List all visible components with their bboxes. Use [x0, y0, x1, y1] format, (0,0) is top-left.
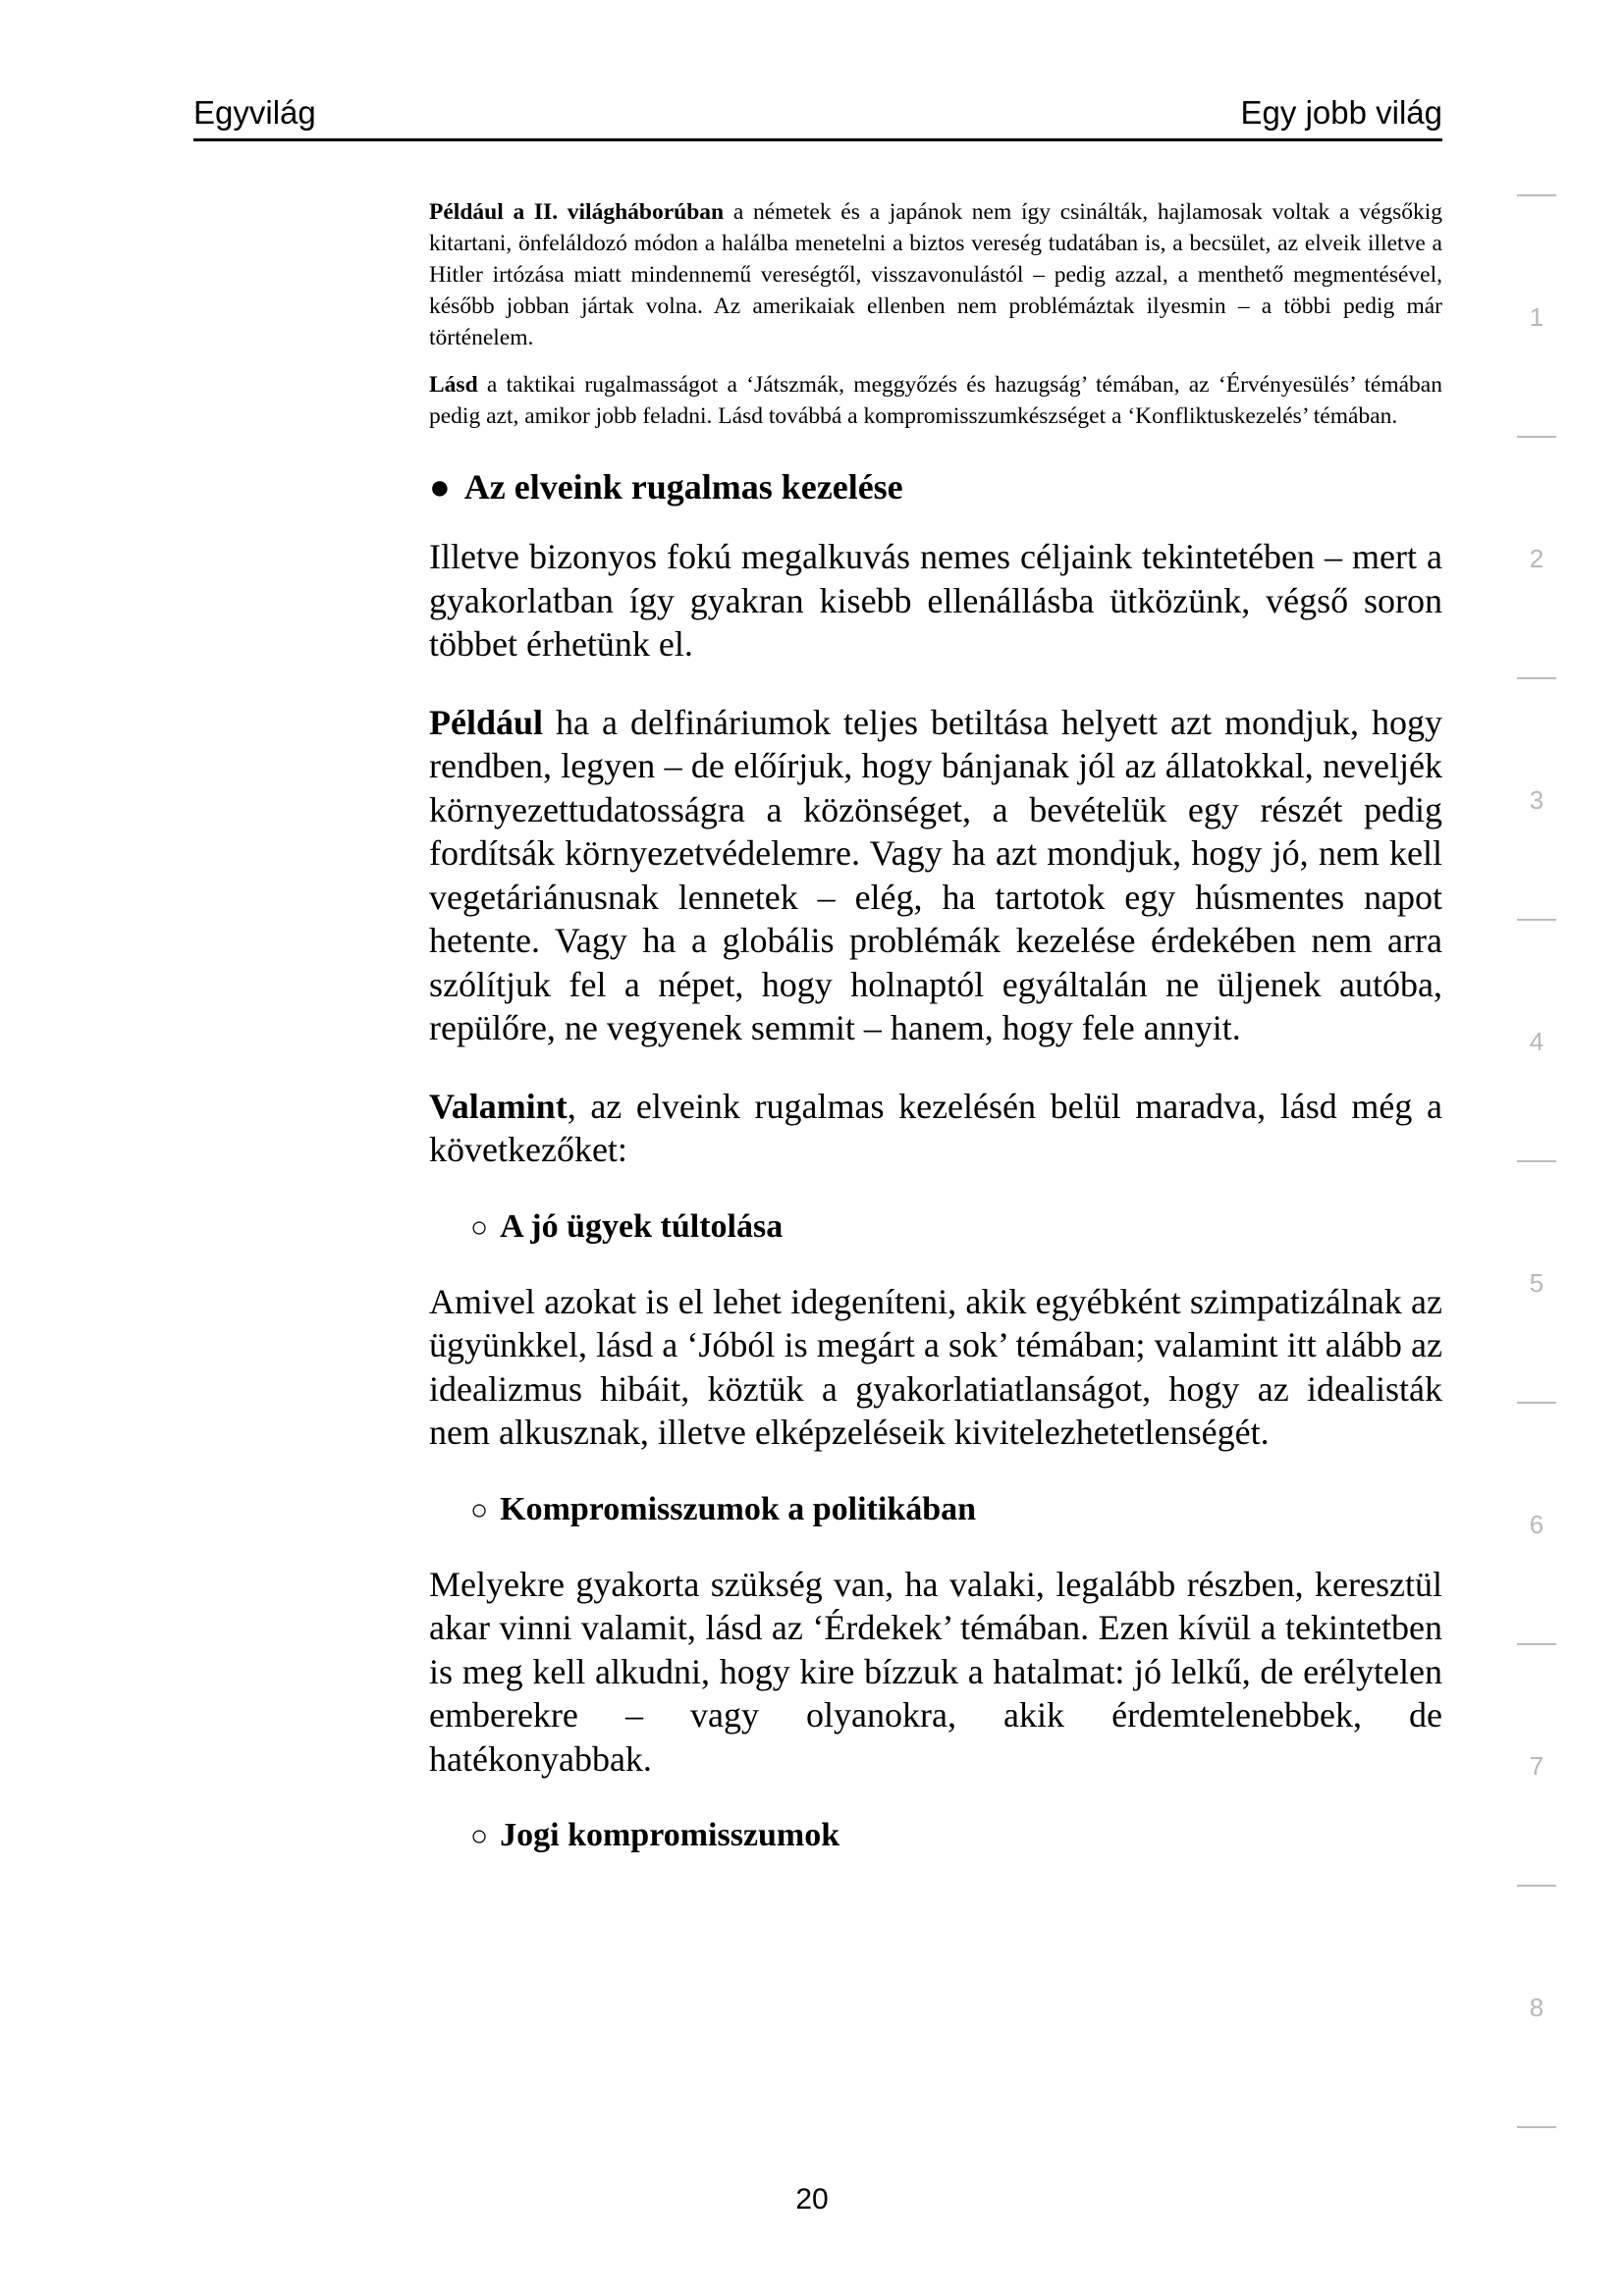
scale-tick — [1517, 919, 1556, 921]
paragraph-lead: Például — [429, 702, 544, 742]
scale-number: 1 — [1529, 302, 1544, 332]
paragraph-examples — [429, 701, 1442, 1050]
paragraph-overdoing: Amivel azokat is el lehet idegeníteni, akik egyébként szimpatizálnak az ügyünkkel, lásd a ‘Jóból is megárt a sok’ témában; valamint itt alább az idealizmus hibáit, köztük a gyakorlatiatlanságot, hogy az idealisták nem alkusznak, illetve elképzeléseik kivitelezhetetlenségét. — [429, 1281, 1442, 1452]
scale-tick — [1517, 1643, 1556, 1645]
subheading-politics — [429, 1488, 1442, 1532]
heading-text: Jogi kompromisszumok — [500, 1817, 840, 1853]
section-heading — [429, 465, 1442, 508]
paragraph-text: a taktikai rugalmasságot a ‘Játszmák, meggyőzés és hazugság’ témában, az ‘Érvényesülés’ témában pedig azt, amikor jobb feladni. Lásd továbbá a kompromisszumkészséget a ‘Konfliktuskezelés’ témában. — [429, 372, 1442, 429]
circle-bullet-icon: ○ — [470, 1493, 489, 1526]
circle-bullet-icon: ○ — [470, 1820, 489, 1852]
paragraph-politics: Melyekre gyakorta szükség van, ha valaki, legalább részben, keresztül akar vinni valamit, lásd az ‘Érdekek’ témában. Ezen kívül a tekintetben is meg kell alkudni, hogy kire bízzuk a hatalmat: jó lelkű, de erélytelen emberekre – vagy olyanokra, akik érdemtelenebbek, de hatékonyabbak. — [429, 1564, 1442, 1779]
scale-tick — [1517, 1402, 1556, 1404]
scale-tick — [1517, 436, 1556, 438]
circle-bullet-icon: ○ — [470, 1210, 489, 1244]
scale-tick — [1517, 677, 1556, 679]
scale-number: 6 — [1529, 1510, 1544, 1539]
paragraph-text: , az elveink rugalmas kezelésén belül maradva, lásd még a következőket: — [429, 1086, 1442, 1169]
scale-tick — [1517, 194, 1556, 196]
paragraph-intro: Illetve bizonyos fokú megalkuvás nemes céljaink tekintetében – mert a gyakorlatban így gyakran kisebb ellenállásba ütközünk, végső soron többet érhetünk el. — [429, 537, 1442, 664]
running-header — [193, 94, 1442, 137]
paragraph-lead: Valamint — [429, 1086, 568, 1126]
page-number: 20 — [795, 2183, 829, 2216]
heading-text: Az elveink rugalmas kezelése — [463, 467, 903, 507]
scale-number: 5 — [1529, 1268, 1544, 1298]
heading-text: A jó ügyek túltolása — [500, 1207, 784, 1245]
scale-tick — [1517, 1160, 1556, 1162]
header-right-title: Egy jobb világ — [1240, 94, 1442, 131]
heading-text: Kompromisszumok a politikában — [500, 1490, 977, 1527]
paragraph-lead: Lásd — [429, 372, 478, 398]
subheading-legal — [429, 1814, 1442, 1858]
scale-number: 2 — [1529, 544, 1544, 573]
paragraph-furthermore — [429, 1085, 1442, 1172]
header-rule — [193, 138, 1442, 141]
header-left-title: Egyvilág — [193, 94, 316, 131]
margin-scale — [1517, 0, 1566, 2296]
bullet-icon: ● — [429, 467, 451, 507]
scale-tick — [1517, 1885, 1556, 1887]
paragraph-ww2-example — [429, 196, 1442, 353]
paragraph-see-also — [429, 369, 1442, 432]
page-body — [429, 196, 1442, 1858]
scale-number: 3 — [1529, 785, 1544, 815]
scale-number: 4 — [1529, 1027, 1544, 1056]
paragraph-text: ha a delfináriumok teljes betiltása helyett azt mondjuk, hogy rendben, legyen – de előírjuk, hogy bánjanak jól az állatokkal, neveljék környezettudatosságra a közönséget, a bevételük egy részét pedig fordítsák környezetvédelemre. Vagy ha azt mondjuk, hogy jó, nem kell vegetáriánusnak lennetek – elég, ha tartotok egy húsmentes napot hetente. Vagy ha a globális problémák kezelése érdekében nem arra szólítjuk fel a népet, hogy holnaptól egyáltalán ne üljenek autóba, repülőre, ne vegyenek semmit – hanem, hogy fele annyit. — [429, 702, 1442, 1047]
paragraph-lead: Például a II. világháborúban — [429, 199, 725, 225]
scale-number: 7 — [1529, 1751, 1544, 1781]
scale-number: 8 — [1529, 1993, 1544, 2022]
subheading-overdoing — [429, 1205, 1442, 1250]
scale-tick — [1517, 2126, 1556, 2128]
paragraph-text: a németek és a japánok nem így csinálták, hajlamosak voltak a végsőkig kitartani, önfeláldozó módon a halálba menetelni a biztos vereség tudatában is, a becsület, az elveik illetve a Hitler irtózása miatt mindennemű vereségtől, visszavonulástól – pedig azzal, a menthető megmentésével, később jobban jártak volna. Az amerikaiak ellenben nem problémáztak ilyesmin – a többi pedig már történelem. — [429, 199, 1442, 350]
